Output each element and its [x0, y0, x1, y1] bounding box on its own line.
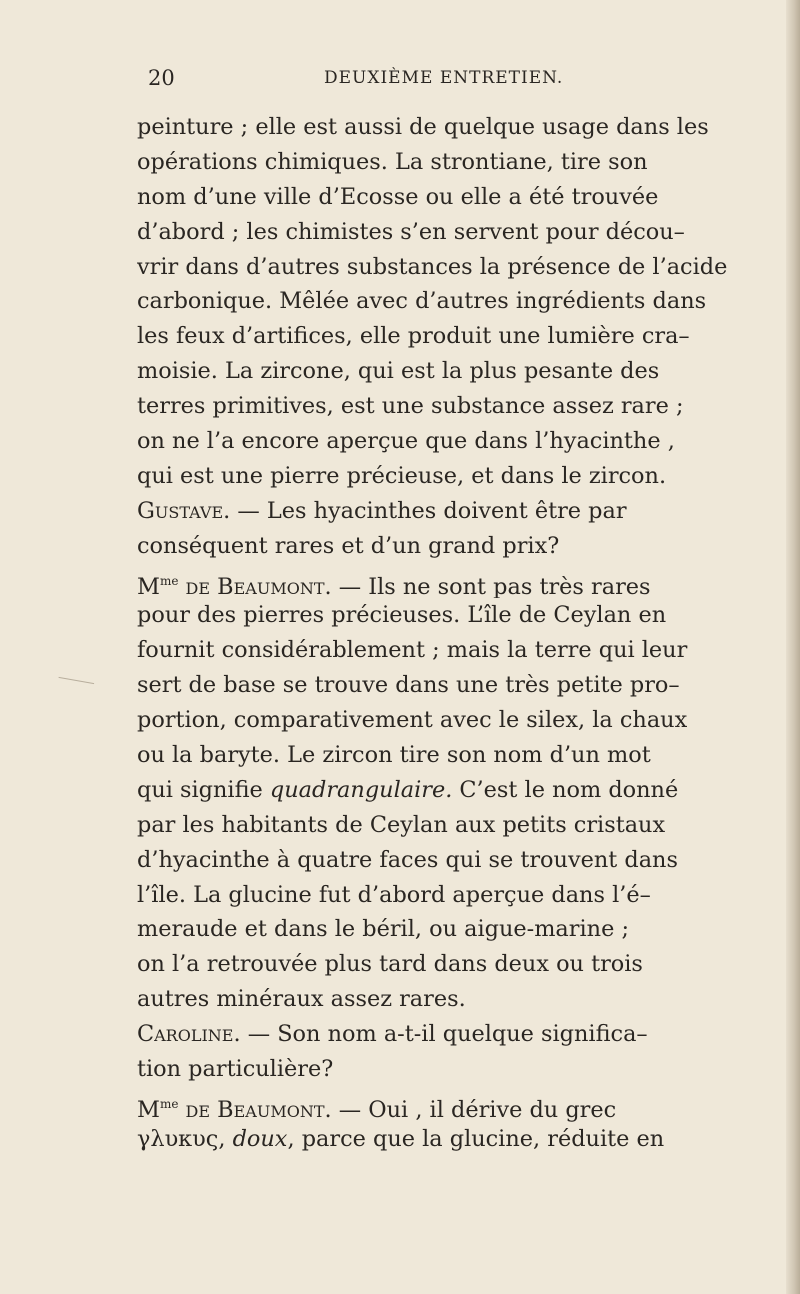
text-line: [137, 598, 777, 633]
line-text: qui est une pierre précieuse, et dans le zircon.: [137, 462, 667, 489]
line-text: carbonique. Mêlée avec d’autres ingrédients dans: [137, 288, 707, 315]
page-number: 20: [148, 66, 175, 90]
line-text: sert de base se trouve dans une très petite pro–: [137, 672, 680, 699]
line-text: [225, 1126, 232, 1152]
text-line: [137, 180, 777, 215]
text-line: [137, 773, 777, 808]
text-line: [137, 564, 777, 599]
line-text: nom d’une ville d’Ecosse ou elle a été trouvée: [137, 183, 659, 210]
italic-text: quadrangulaire.: [269, 776, 453, 803]
text-line: [137, 1017, 777, 1052]
text-line: [137, 319, 777, 354]
line-text-after: C’est le nom donné: [452, 776, 679, 803]
line-text: — Son nom a-t-il quelque significa–: [240, 1021, 648, 1048]
line-text: vrir dans d’autres substances la présence de l’acide: [137, 253, 728, 280]
text-line: [137, 424, 777, 459]
line-text: terres primitives, est une substance assez rare ;: [137, 393, 684, 420]
text-line: [137, 284, 777, 319]
text-line: [137, 250, 777, 285]
line-text: — Oui , il dérive du grec: [331, 1096, 617, 1122]
speaker-name: de Beaumont.: [178, 573, 332, 599]
line-text: — Ils ne sont pas très rares: [331, 573, 651, 599]
line-text: autres minéraux assez rares.: [137, 986, 466, 1013]
speaker-prefix: M: [137, 1096, 160, 1122]
line-text: — Les hyacinthes doivent être par: [230, 497, 627, 524]
line-text: moisie. La zircone, qui est la plus pesante des: [137, 358, 660, 385]
body-text: [137, 110, 777, 1157]
italic-text: doux: [232, 1125, 288, 1152]
text-line: [137, 459, 777, 494]
text-line: [137, 389, 777, 424]
line-text: opérations chimiques. La strontiane, tire son: [137, 148, 648, 175]
greek-word: γλυκυς,: [137, 1125, 226, 1152]
text-line: [137, 1087, 777, 1122]
text-line: [137, 494, 777, 529]
line-text: les feux d’artifices, elle produit une lumière cra–: [137, 323, 690, 350]
speaker-superscript: me: [159, 573, 179, 588]
line-text: peinture ; elle est aussi de quelque usage dans les: [137, 114, 709, 140]
text-line: [137, 668, 777, 703]
running-head: DEUXIÈME ENTRETIEN.: [324, 68, 564, 88]
text-line: [137, 354, 777, 389]
line-text-after: , parce que la glucine, réduite en: [287, 1125, 665, 1152]
line-text: tion particulière?: [137, 1056, 334, 1083]
line-text: meraude et dans le béril, ou aigue-marine ;: [137, 916, 629, 943]
line-text: on ne l’a encore aperçue que dans l’hyacinthe ,: [137, 428, 675, 455]
text-line: [137, 808, 777, 843]
line-text: on l’a retrouvée plus tard dans deux ou trois: [137, 951, 643, 978]
text-line: [137, 215, 777, 250]
line-text: portion, comparativement avec le silex, la chaux: [137, 707, 688, 734]
text-line: [137, 703, 777, 738]
line-text: conséquent rares et d’un grand prix?: [137, 532, 560, 559]
text-line: [137, 843, 777, 878]
line-text: ou la baryte. Le zircon tire son nom d’un mot: [137, 742, 651, 769]
text-line: [137, 1122, 777, 1157]
speaker-superscript: me: [159, 1096, 179, 1111]
text-line: [137, 1052, 777, 1087]
line-text: d’hyacinthe à quatre faces qui se trouvent dans: [137, 846, 678, 873]
line-text: l’île. La glucine fut d’abord aperçue dans l’é–: [137, 881, 651, 908]
text-line: [137, 145, 777, 180]
text-line: [137, 110, 777, 145]
page-header: [148, 66, 758, 96]
speaker-name: Caroline.: [137, 1021, 241, 1048]
text-line: [137, 947, 777, 982]
text-line: [137, 529, 777, 564]
paper-mark: [58, 677, 94, 688]
line-text: par les habitants de Ceylan aux petits cristaux: [137, 811, 666, 838]
speaker-prefix: M: [137, 573, 160, 599]
speaker-name: Gustave.: [137, 497, 231, 524]
line-text: d’abord ; les chimistes s’en servent pour décou–: [137, 218, 685, 245]
text-line: [137, 982, 777, 1017]
line-text: qui signifie: [137, 776, 270, 803]
line-text: pour des pierres précieuses. L’île de Ceylan en: [137, 602, 667, 629]
text-line: [137, 912, 777, 947]
page-edge: [786, 0, 800, 1294]
line-text: fournit considérablement ; mais la terre qui leur: [137, 637, 688, 664]
text-line: [137, 633, 777, 668]
text-line: [137, 738, 777, 773]
text-line: [137, 878, 777, 913]
speaker-name: de Beaumont.: [178, 1096, 332, 1122]
